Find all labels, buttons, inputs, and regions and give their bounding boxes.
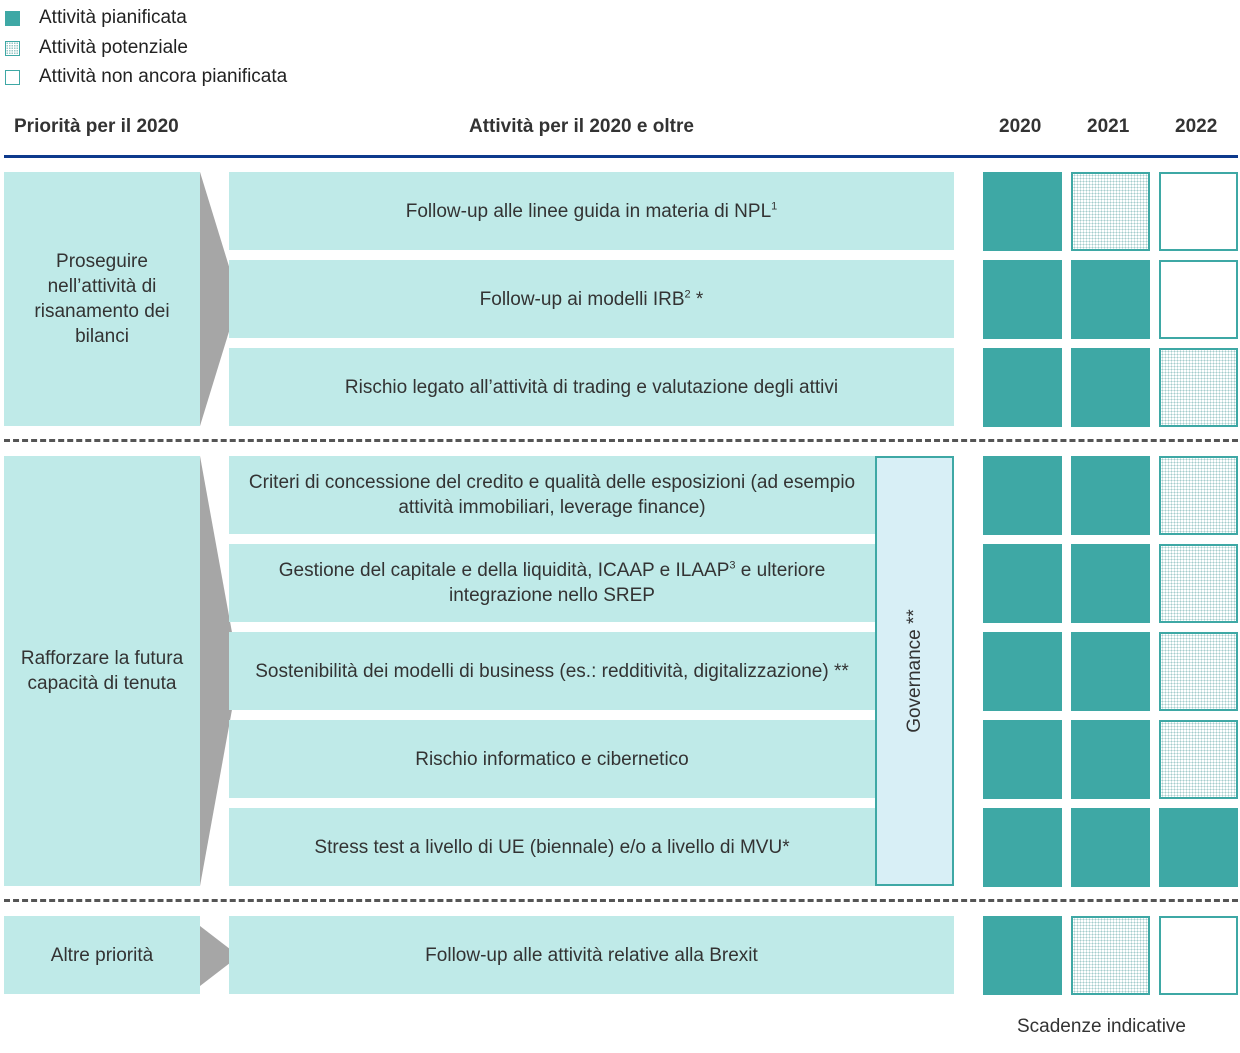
status-cell-planned [983,456,1062,535]
header-year-2021: 2021 [1087,116,1130,137]
activity-label: Sostenibilità dei modelli di business (es.: redditività, digitalizzazione) ** [255,660,849,682]
status-cell-planned [983,808,1062,887]
status-cell-potential [1071,916,1150,995]
header-activities: Attività per il 2020 e oltre [469,116,694,137]
status-cell-potential [1159,720,1238,799]
status-cell-potential [1159,348,1238,427]
status-cell-planned [1071,632,1150,711]
activity-label: Follow-up alle linee guida in materia di NPL$^1$ [405,200,778,222]
status-cell-potential [1159,632,1238,711]
group-divider [4,439,1238,442]
activity-row [229,720,875,798]
footer-note: Scadenze indicative [1017,1016,1186,1037]
activity-row [229,260,954,338]
activity-row [229,544,875,622]
status-cell-planned [983,544,1062,623]
status-cell-planned [1071,456,1150,535]
activity-label: Rischio legato all’attività di trading e valutazione degli attivi [344,376,839,398]
activity-label: Criteri di concessione del credito e qualità delle esposizioni (ad esempio attività immobiliari, leverage finance) [248,472,856,518]
activity-row [229,172,954,250]
status-cell-planned [983,632,1062,711]
activity-label: Stress test a livello di UE (biennale) e/o a livello di MVU* [314,836,790,858]
legend-label: Attività pianificata [39,7,187,28]
status-cell-potential [1159,456,1238,535]
priority-box: Rafforzare la futura capacità di tenuta [4,456,200,886]
activity-row [229,456,875,534]
governance-label: Governance ** [903,609,925,733]
priority-box: Proseguire nell’attività di risanamento dei bilanci [4,172,200,426]
activity-row [229,916,954,994]
header-year-2020: 2020 [999,116,1042,137]
status-cell-planned [1071,720,1150,799]
activity-label: Follow-up alle attività relative alla Brexit [425,944,758,966]
status-cell-potential [1071,172,1150,251]
activity-label: Gestione del capitale e della liquidità, ICAAP e ILAAP$^3$ e ulteriore integrazione nello SREP [278,559,826,606]
legend-label: Attività non ancora pianificata [39,66,288,87]
status-cell-none [1159,260,1238,339]
legend-label: Attività potenziale [39,37,188,58]
activity-label: Rischio informatico e cibernetico [415,748,689,770]
activity-row [229,632,875,710]
header-year-2022: 2022 [1175,116,1218,137]
status-cell-planned [1071,348,1150,427]
status-cell-none [1159,172,1238,251]
activity-row [229,348,954,426]
status-cell-planned [983,720,1062,799]
status-cell-planned [1159,808,1238,887]
group-divider [4,899,1238,902]
activity-label: Follow-up ai modelli IRB$^2$ * [479,288,704,310]
status-cell-planned [983,172,1062,251]
status-cell-planned [1071,260,1150,339]
governance-box [875,456,954,886]
status-cell-planned [983,348,1062,427]
status-cell-planned [1071,808,1150,887]
status-cell-none [1159,916,1238,995]
status-cell-planned [983,916,1062,995]
priority-box: Altre priorità [4,916,200,994]
status-cell-planned [983,260,1062,339]
status-cell-potential [1159,544,1238,623]
activity-row [229,808,875,886]
header-priorities: Priorità per il 2020 [14,116,179,137]
status-cell-planned [1071,544,1150,623]
